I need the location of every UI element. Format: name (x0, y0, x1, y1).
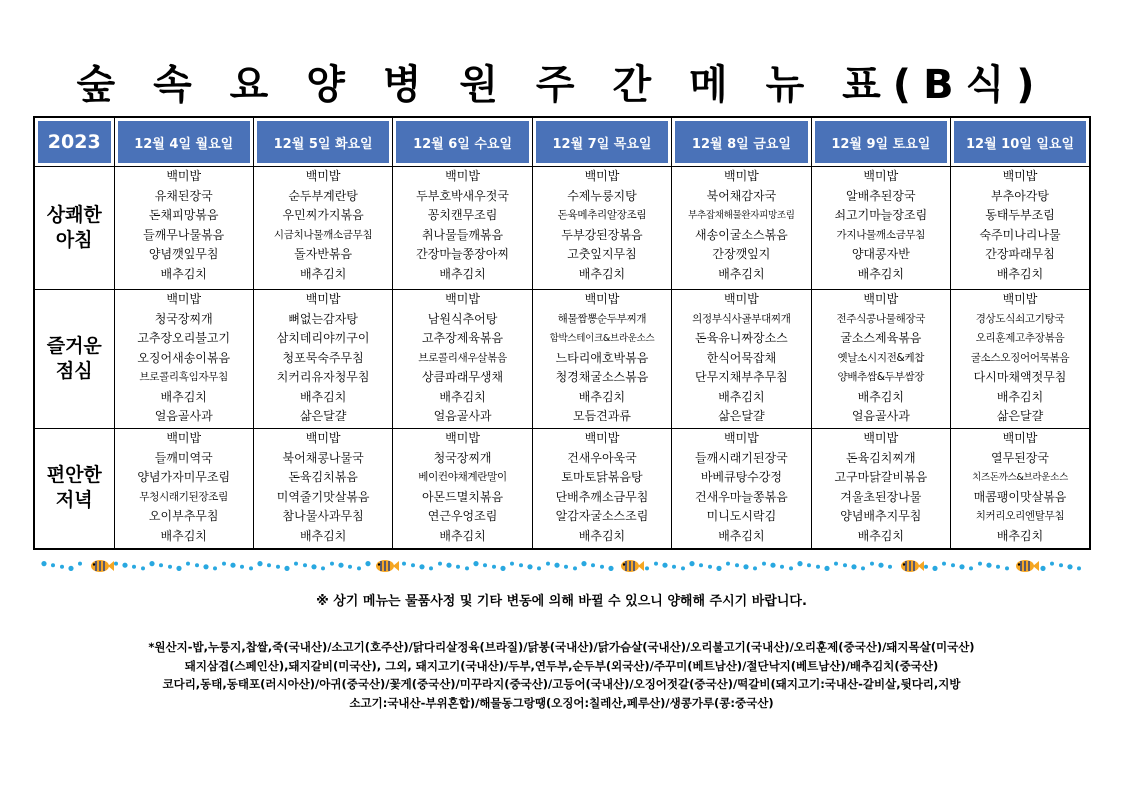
header-row (34, 117, 1090, 167)
menu-item: 북어채콩나물국 (282, 450, 364, 465)
bubble-dot (203, 564, 208, 569)
bubble-dot (986, 563, 991, 568)
bubble-dot (122, 563, 127, 568)
menu-item: 알감자굴소스조림 (555, 509, 649, 523)
bubble-dot (978, 562, 982, 566)
bubble-dot (465, 566, 469, 570)
menu-cell (114, 290, 253, 429)
bubble-dot (708, 565, 712, 569)
meal-label-breakfast (34, 167, 114, 290)
fish-icon (621, 560, 644, 572)
bubble-dot (843, 563, 847, 567)
menu-cell (532, 429, 671, 549)
menu-item: 청경채굴소스볶음 (555, 370, 649, 384)
menu-item: 두부강된장볶음 (561, 227, 643, 242)
menu-item: 옛날소시지전&케찹 (837, 351, 925, 364)
menu-item: 단무지채부추무침 (695, 370, 788, 384)
bubble-dot (654, 562, 658, 566)
menu-item: 유채된장국 (154, 188, 213, 203)
meal-label-line: 편안한 (46, 464, 102, 487)
menu-item: 얼음골사과 (851, 409, 910, 423)
menu-item: 경상도식쇠고기탕국 (975, 312, 1065, 325)
menu-item: 굴소스오징어어묵볶음 (970, 351, 1070, 364)
bubble-dot (888, 565, 892, 569)
bubble-dot (240, 565, 244, 569)
bubble-dot (762, 562, 766, 566)
menu-cell (532, 290, 671, 429)
menu-cell (811, 167, 950, 290)
menu-item: 브로콜리새우살볶음 (418, 351, 507, 364)
menu-item: 삼치데리야끼구이 (276, 331, 370, 345)
menu-item: 배추김치 (718, 528, 765, 543)
bubble-dot (672, 565, 676, 569)
bubble-dot (357, 566, 361, 570)
menu-item: 돈육김치찌개 (846, 450, 916, 465)
menu-item: 열무된장국 (991, 450, 1049, 465)
menu-item: 우민찌가지볶음 (282, 208, 364, 222)
menu-item: 상큼파래무생채 (421, 370, 504, 384)
meal-row-breakfast (34, 167, 1090, 290)
bubble-dot (195, 563, 199, 567)
menu-item: 취나물들깨볶음 (421, 227, 504, 242)
menu-item: 굴소스제육볶음 (840, 331, 922, 345)
bubble-dot (942, 562, 946, 566)
bubble-dot (546, 562, 550, 566)
bubble-dot (51, 563, 55, 567)
menu-item: 치커리오리엔탈무침 (975, 510, 1065, 522)
menu-item: 순두부계란탕 (288, 188, 358, 203)
menu-item: 쇠고기마늘장조림 (834, 208, 928, 222)
menu-item: 시금치나물깨소금무침 (273, 228, 373, 241)
menu-item: 배추김치 (160, 389, 207, 404)
day-header-tue: 12월 5일 화요일 (253, 117, 392, 167)
day-header-wed: 12월 6일 수요일 (393, 117, 532, 167)
bubble-dot (276, 565, 280, 569)
bubble-dot (743, 564, 748, 569)
menu-item: 한식어묵잡채 (706, 350, 777, 365)
bubble-dot (645, 566, 649, 570)
menu-item: 삶은달걀 (996, 409, 1044, 423)
menu-item: 동태두부조림 (985, 208, 1055, 222)
menu-item: 삶은달걀 (299, 409, 347, 423)
menu-item: 들깨미역국 (154, 450, 213, 465)
bubble-dot (581, 561, 586, 566)
menu-item: 간장파래무침 (985, 247, 1055, 261)
menu-item: 오징어새송이볶음 (137, 350, 231, 365)
menu-item: 배추김치 (299, 528, 347, 543)
fish-icon (376, 560, 399, 572)
year-header: 2023 (34, 117, 114, 167)
bubble-dot (932, 566, 937, 571)
menu-cell (811, 290, 950, 429)
menu-item: 참나물사과무침 (282, 509, 364, 523)
origin-info (40, 638, 1083, 712)
meal-label-line: 아침 (55, 229, 93, 251)
menu-cell (672, 429, 811, 549)
bubble-dot (159, 563, 163, 567)
menu-item: 백미밥 (445, 431, 480, 445)
menu-item: 연근우엉조림 (427, 509, 498, 523)
bubble-dot (1077, 566, 1081, 570)
bubble-dot (456, 565, 460, 569)
menu-item: 얼음골사과 (433, 409, 492, 423)
bubble-dot (662, 563, 667, 568)
menu-cell (114, 167, 253, 290)
meal-row-lunch (34, 290, 1090, 429)
menu-item: 배추김치 (299, 389, 347, 404)
menu-item: 돈육김치볶음 (288, 470, 358, 484)
menu-item: 모듬견과류 (572, 409, 631, 423)
menu-item: 고구마닭갈비볶음 (834, 470, 928, 484)
menu-cell (253, 429, 392, 549)
bubble-dot (834, 562, 838, 566)
meal-label-line: 점심 (55, 360, 93, 382)
menu-item: 오리훈제고추장볶음 (975, 332, 1065, 344)
menu-item: 백미밥 (305, 431, 341, 445)
menu-item: 고추장제육볶음 (421, 331, 504, 345)
bubble-dot (284, 566, 289, 571)
bubble-dot (699, 563, 703, 567)
bubble-dot (789, 566, 793, 570)
menu-item: 북어채감자국 (706, 188, 777, 203)
menu-item: 백미밥 (166, 169, 202, 183)
fish-icon (901, 560, 924, 572)
menu-cell (951, 167, 1090, 290)
menu-item: 두부호박새우젓국 (416, 188, 509, 203)
menu-item: 청국장찌개 (154, 311, 213, 326)
bubble-dot (78, 562, 82, 566)
menu-item: 백미밥 (584, 292, 620, 306)
bubble-dot (311, 564, 316, 569)
origin-line: 돼지삼겹(스페인산),돼지갈비(미국산), 그외, 돼지고기(국내산)/두부,연두부,순두부(외국산)/주꾸미(베트남산)/절단낙지(베트남산)/배추김치(중국산) (184, 658, 939, 673)
day-header-sun: 12월 10일 일요일 (951, 117, 1090, 167)
menu-item: 함박스테이크&브라운소스 (549, 333, 655, 344)
menu-item: 백미밥 (724, 431, 759, 445)
menu-cell (393, 167, 532, 290)
bubble-dot (365, 561, 370, 566)
menu-item: 느타리애호박볶음 (555, 350, 649, 365)
menu-item: 돈육유니짜장소스 (695, 331, 788, 345)
decorative-border (40, 556, 1090, 576)
day-header-mon: 12월 4일 월요일 (114, 117, 253, 167)
meal-label-dinner (34, 429, 114, 549)
menu-cell (253, 290, 392, 429)
menu-item: 뼈없는감자탕 (288, 311, 358, 326)
menu-cell (672, 167, 811, 290)
menu-item: 배추김치 (439, 389, 486, 404)
menu-item: 배추김치 (578, 266, 626, 281)
menu-item: 무청시래기된장조림 (139, 490, 228, 503)
meal-label-line: 저녁 (55, 489, 93, 512)
meal-label-lunch (34, 290, 114, 429)
bubble-dot (689, 561, 694, 566)
bubble-dot (554, 563, 559, 568)
menu-item: 치즈돈까스&브라운소스 (972, 472, 1068, 483)
menu-item: 미니도시락김 (706, 509, 777, 523)
menu-item: 들깨시래기된장국 (695, 450, 788, 465)
bubble-dot (716, 566, 721, 571)
menu-item: 백미밥 (1002, 292, 1038, 306)
menu-item: 가지나물깨소금무침 (836, 228, 926, 241)
origin-line: *원산지-밥,누룽지,찹쌀,죽(국내산)/소고기(호주산)/닭다리살정육(브라질)/닭봉(국내산)/닭가슴살(국내산)/오리불고기(국내산)/오리훈제(중국산)/돼지목살(미국산) (148, 640, 975, 654)
menu-item: 알배추된장국 (846, 188, 916, 203)
menu-item: 배추김치 (718, 266, 765, 281)
bubble-dot (402, 562, 406, 566)
bubble-dot (492, 565, 496, 569)
bubble-dot (1067, 564, 1072, 569)
menu-item: 치커리유자청무침 (276, 370, 370, 384)
bubble-dot (68, 566, 73, 571)
menu-item: 베이컨야채계란말이 (418, 471, 507, 483)
menu-item: 삶은달걀 (718, 409, 765, 423)
origin-line: 코다리,동태,동태포(러시아산)/아귀(중국산)/꽃게(중국산)/미꾸라지(중국산)/고등어(국내산)/오징어젓갈(중국산)/떡갈비(돼지고기:국내산-갈비살,뒷다리,지방 (162, 677, 961, 691)
menu-item: 배추김치 (578, 389, 626, 404)
menu-cell (672, 290, 811, 429)
bubble-dot (510, 562, 514, 566)
meal-row-dinner (34, 429, 1090, 549)
bubble-dot (60, 565, 64, 569)
menu-item: 고춧잎지무침 (567, 247, 637, 261)
bubble-dot (870, 562, 874, 566)
menu-item: 간장깻잎지 (712, 247, 771, 261)
menu-item: 브로콜리흑임자무침 (139, 371, 228, 383)
menu-item: 백미밥 (584, 169, 620, 183)
menu-item: 겨울초된장나물 (840, 489, 922, 504)
menu-item: 백미밥 (1002, 169, 1038, 183)
weekly-menu-table (33, 116, 1091, 550)
bubble-dot (338, 563, 343, 568)
menu-item: 배추김치 (996, 528, 1044, 543)
bubble-dot (996, 565, 1000, 569)
bubble-dot (564, 565, 568, 569)
bubble-dot (249, 566, 253, 570)
menu-cell (811, 429, 950, 549)
menu-item: 양대콩자반 (851, 247, 910, 261)
bubble-dot (959, 564, 964, 569)
menu-item: 꽁치캔무조림 (427, 208, 498, 222)
menu-item: 양념배추지무침 (840, 509, 922, 523)
page-title: 숲 속 요 양 병 원 주 간 메 뉴 표(B식) (76, 62, 1047, 108)
bubble-dot (807, 563, 811, 567)
menu-item: 다시마채액젓무침 (973, 370, 1067, 384)
menu-item: 청포묵숙주무침 (282, 350, 364, 365)
menu-item: 남원식추어탕 (427, 311, 498, 326)
bubble-dot (213, 566, 217, 570)
bubble-dot (429, 566, 433, 570)
bubble-dot (132, 565, 136, 569)
menu-item: 미역줄기맛살볶음 (276, 489, 370, 504)
menu-item: 들깨무나물볶음 (143, 227, 225, 242)
bubble-dot (41, 561, 46, 566)
bubble-dot (780, 565, 784, 569)
menu-item: 의정부식사골부대찌개 (692, 312, 791, 325)
menu-item: 배추김치 (857, 528, 904, 543)
bubble-dot (681, 566, 685, 570)
menu-item: 백미밥 (863, 431, 899, 445)
menu-item: 고추장오리불고기 (137, 331, 231, 345)
bubble-dot (473, 561, 478, 566)
menu-item: 백미밥 (305, 292, 341, 306)
menu-item: 배추김치 (578, 528, 626, 543)
bubble-dot (1005, 566, 1009, 570)
bubble-dot (1040, 566, 1045, 571)
bubble-dot (321, 566, 325, 570)
bubble-dot (878, 563, 883, 568)
day-header-fri: 12월 8일 금요일 (672, 117, 811, 167)
menu-cell (393, 290, 532, 429)
menu-item: 간장마늘쫑장아찌 (416, 247, 509, 261)
bubble-dot (168, 565, 172, 569)
menu-item: 숙주미나리나물 (979, 227, 1061, 242)
menu-item: 양배추쌈&두부쌈장 (837, 371, 925, 383)
bubble-dot (141, 566, 145, 570)
fish-icon (1016, 560, 1039, 572)
bubble-dot (924, 565, 928, 569)
menu-item: 부추잡채해물완자피망조림 (688, 210, 795, 221)
menu-item: 백미밥 (863, 292, 899, 306)
bubble-dot (500, 566, 505, 571)
menu-item: 백미밥 (166, 431, 202, 445)
bubble-dot (483, 563, 487, 567)
bubble-dot (230, 563, 235, 568)
bubble-dot (753, 566, 757, 570)
menu-item: 배추김치 (857, 389, 904, 404)
menu-item: 백미밥 (724, 292, 759, 306)
menu-item: 배추김치 (718, 389, 765, 404)
bubble-dot (114, 562, 118, 566)
menu-item: 배추김치 (160, 528, 207, 543)
bubble-dot (770, 563, 775, 568)
menu-item: 배추김치 (439, 266, 486, 281)
bubble-dot (527, 564, 532, 569)
bubble-dot (591, 563, 595, 567)
menu-item: 배추김치 (439, 528, 486, 543)
menu-notice: ※ 상기 메뉴는 물품사정 및 기타 변동에 의해 바뀔 수 있으니 양해해 주시기 바랍니다. (316, 594, 807, 609)
menu-item: 바베큐탕수강정 (700, 470, 782, 484)
bubble-dot (267, 563, 271, 567)
bubble-dot (951, 563, 955, 567)
menu-item: 양념깻잎무침 (148, 247, 219, 261)
menu-item: 청국장찌개 (433, 450, 492, 465)
menu-item: 백미밥 (166, 292, 202, 306)
menu-cell (253, 167, 392, 290)
menu-item: 수제누룽지탕 (567, 188, 637, 203)
menu-item: 배추김치 (160, 266, 207, 281)
bubble-dot (537, 566, 541, 570)
menu-item: 돈육메추리알장조림 (557, 209, 647, 221)
bubble-dot (1050, 562, 1054, 566)
meal-label-line: 즐거운 (46, 335, 102, 357)
menu-item: 백미밥 (305, 169, 341, 183)
bubble-dot (726, 562, 730, 566)
menu-item: 백미밥 (724, 169, 759, 183)
menu-item: 토마토닭볶음탕 (561, 470, 643, 484)
menu-item: 백미밥 (445, 292, 480, 306)
menu-item: 아몬드멸치볶음 (421, 489, 504, 504)
menu-item: 부추아각탕 (991, 188, 1049, 203)
bubble-dot (969, 566, 973, 570)
bubble-dot (186, 562, 190, 566)
menu-cell (532, 167, 671, 290)
bubble-dot (573, 566, 577, 570)
fish-icon (91, 560, 114, 572)
menu-item: 배추김치 (996, 266, 1044, 281)
bubble-dot (222, 562, 226, 566)
menu-cell (114, 429, 253, 549)
menu-item: 양념가자미무조림 (137, 470, 231, 484)
bubble-dot (257, 561, 262, 566)
menu-cell (951, 290, 1090, 429)
menu-item: 배추김치 (299, 266, 347, 281)
day-header-thu: 12월 7일 목요일 (532, 117, 671, 167)
menu-item: 건새우아욱국 (567, 450, 637, 465)
bubble-dot (816, 565, 820, 569)
menu-item: 오이부추무침 (148, 509, 219, 523)
bubble-dot (600, 565, 604, 569)
menu-item: 단배추깨소금무침 (555, 489, 649, 504)
bubble-dot (294, 562, 298, 566)
menu-item: 해물짬뽕순두부찌개 (557, 312, 647, 325)
menu-item: 백미밥 (863, 169, 899, 183)
menu-item: 백미밥 (445, 169, 480, 183)
bubble-dot (446, 563, 451, 568)
menu-item: 배추김치 (857, 266, 904, 281)
bubble-dot (851, 564, 856, 569)
menu-item: 전주식콩나물해장국 (836, 312, 926, 325)
bubble-dot (438, 562, 442, 566)
menu-item: 새송이굴소스볶음 (695, 227, 788, 242)
bubble-dot (149, 561, 154, 566)
day-header-sat: 12월 9일 토요일 (811, 117, 950, 167)
menu-cell (951, 429, 1090, 549)
bubble-dot (519, 563, 523, 567)
menu-item: 건새우마늘쫑볶음 (695, 489, 788, 504)
bubble-dot (1059, 563, 1063, 567)
menu-item: 돌자반볶음 (294, 247, 353, 261)
bubble-dot (735, 563, 739, 567)
bubble-dot (411, 563, 415, 567)
bubble-dot (348, 565, 352, 569)
bubble-dot (797, 561, 802, 566)
origin-line: 소고기:국내산-부위혼합)/해물동그랑땡(오징어:칠레산,페루산)/생콩가루(콩:중국산) (349, 695, 774, 710)
bubble-dot (824, 566, 829, 571)
bubble-dot (608, 566, 613, 571)
menu-item: 백미밥 (584, 431, 620, 445)
bubble-dot (303, 563, 307, 567)
menu-cell (393, 429, 532, 549)
meal-label-line: 상쾌한 (46, 204, 102, 226)
bubble-dot (861, 566, 865, 570)
menu-item: 배추김치 (996, 389, 1044, 404)
bubble-dot (330, 562, 334, 566)
menu-item: 돈채피망볶음 (148, 208, 219, 222)
menu-item: 매콤팽이맛살볶음 (973, 489, 1067, 504)
menu-item: 얼음골사과 (154, 409, 213, 423)
menu-item: 백미밥 (1002, 431, 1038, 445)
bubble-dot (176, 566, 181, 571)
bubble-dot (419, 564, 424, 569)
